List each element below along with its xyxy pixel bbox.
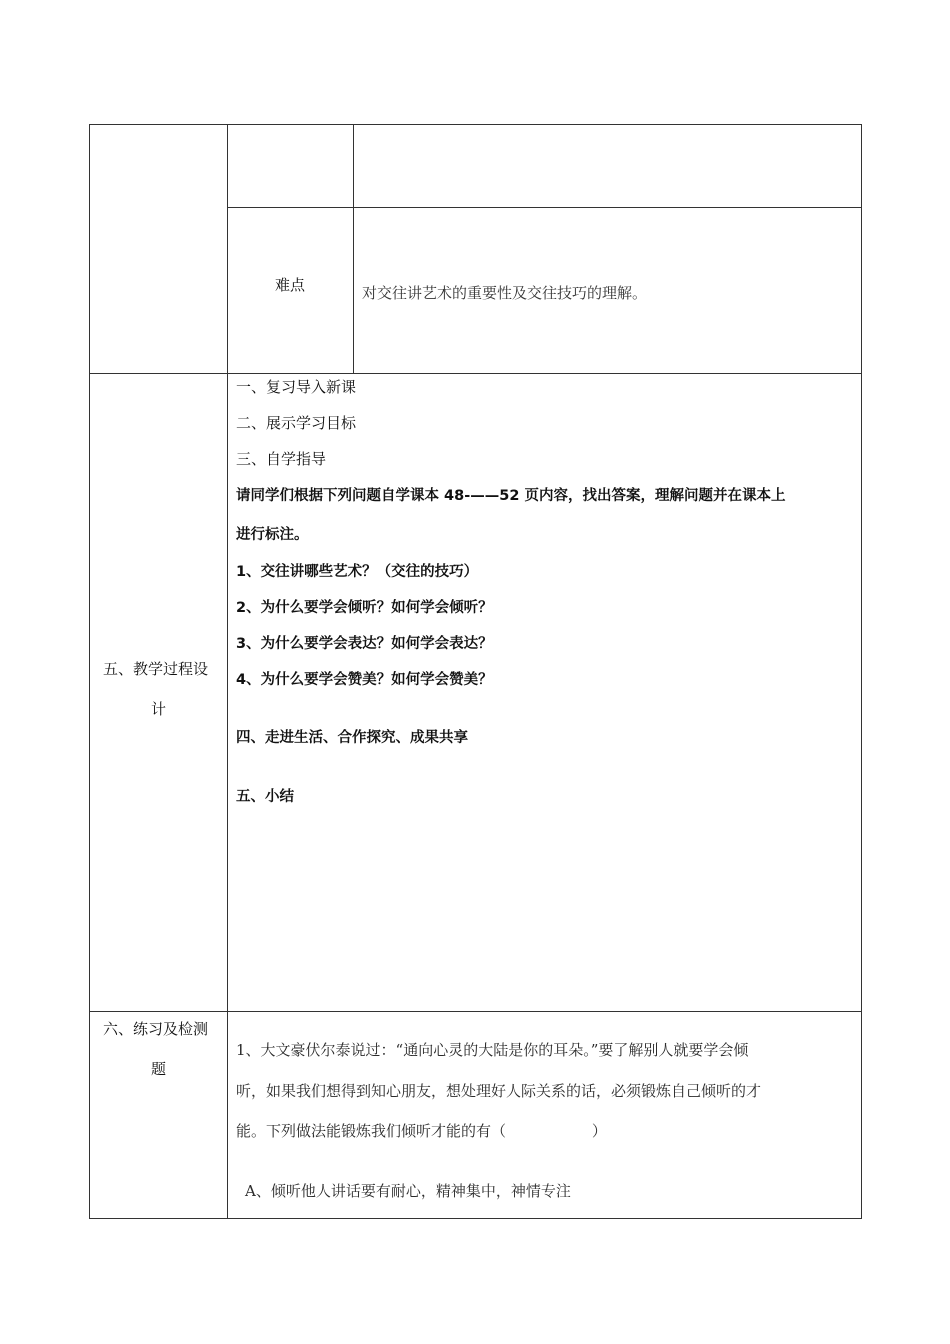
process-label-line1: 五、教学过程设 <box>103 660 209 678</box>
question-item: 4、为什么要学会赞美？如何学会赞美？ <box>236 672 493 688</box>
table-border-left <box>89 124 90 1219</box>
table-border-bottom <box>89 1218 862 1219</box>
instruction-line2: 进行标注。 <box>236 527 309 543</box>
table-border-row-divider <box>89 1011 862 1012</box>
question-item: 2、为什么要学会倾听？如何学会倾听？ <box>236 600 493 616</box>
exercise-question-line2: 听，如果我们想得到知心朋友，想处理好人际关系的话，必须锻炼自己倾听的才 <box>236 1082 762 1100</box>
exercise-label-line1: 六、练习及检测 <box>103 1020 209 1038</box>
instruction-line1: 请同学们根据下列问题自学课本 48-——52 页内容，找出答案，理解问题并在课本上 <box>236 488 786 504</box>
table-border-right <box>861 124 862 1219</box>
process-item: 二、展示学习目标 <box>236 414 357 432</box>
exercise-question-line1: 1、大文豪伏尔泰说过：“通向心灵的大陆是你的耳朵。”要了解别人就要学会倾 <box>236 1041 749 1059</box>
table-border-top <box>89 124 862 125</box>
difficulty-text: 对交往讲艺术的重要性及交往技巧的理解。 <box>362 284 648 302</box>
step-five: 五、小结 <box>236 789 294 805</box>
process-label-line2: 计 <box>151 700 167 718</box>
table-border-inner-col <box>353 124 354 374</box>
difficulty-label: 难点 <box>275 276 306 294</box>
step-four: 四、走进生活、合作探究、成果共享 <box>236 730 468 746</box>
table-border-inner-row <box>227 207 862 208</box>
table-border-col-divider <box>227 124 228 1219</box>
exercise-question-line3: 能。下列做法能锻炼我们倾听才能的有（ ） <box>236 1122 607 1140</box>
process-item: 一、复习导入新课 <box>236 378 357 396</box>
table-border-row-divider <box>89 373 862 374</box>
process-item: 三、自学指导 <box>236 450 327 468</box>
question-item: 1、交往讲哪些艺术？（交往的技巧） <box>236 564 479 580</box>
exercise-label-line2: 题 <box>151 1060 167 1078</box>
exercise-option-a: A、倾听他人讲话要有耐心，精神集中，神情专注 <box>245 1182 571 1200</box>
question-item: 3、为什么要学会表达？如何学会表达？ <box>236 636 493 652</box>
